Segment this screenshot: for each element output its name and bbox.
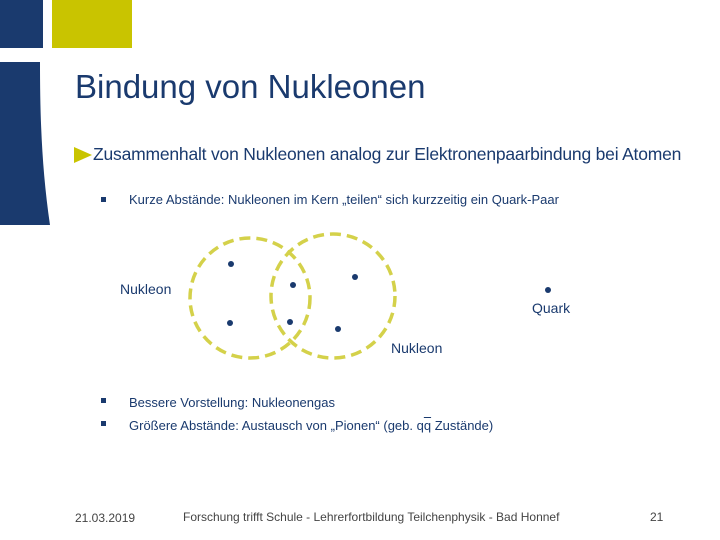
bullet-pion-text-pre: Größere Abstände: Austausch von „Pionen“ (geb. q <box>129 418 424 433</box>
label-quark: Quark <box>532 300 571 316</box>
square-bullet-icon <box>101 421 106 426</box>
quark-dot <box>228 261 234 267</box>
quark-legend-dot <box>545 287 551 293</box>
quark-dot <box>290 282 296 288</box>
bullet-pion-exchange <box>129 418 493 433</box>
square-bullet-icon <box>101 398 106 403</box>
bullet-nucleon-gas: Bessere Vorstellung: Nukleonengas <box>129 395 335 410</box>
bullet-pion-text-post: Zustände) <box>431 418 494 433</box>
nucleon-diagram <box>150 220 570 370</box>
corner-decoration <box>0 0 140 230</box>
bullet-short-distance: Kurze Abstände: Nukleonen im Kern „teilen“ sich kurzzeitig ein Quark-Paar <box>129 192 559 207</box>
label-nucleon-right: Nukleon <box>391 340 443 356</box>
label-nucleon-left: Nukleon <box>120 281 172 297</box>
nucleon-circle-left <box>190 238 310 358</box>
quark-dot <box>227 320 233 326</box>
slide-title: Bindung von Nukleonen <box>75 68 426 105</box>
corner-navy-swoosh <box>0 62 50 225</box>
quark-dot <box>352 274 358 280</box>
slide-heading: Zusammenhalt von Nukleonen analog zur Elektronenpaarbindung bei Atomen <box>93 144 682 164</box>
bullet-pion-antiquark: $\overline{q}$ <box>423 418 432 433</box>
corner-lime-square <box>52 0 132 48</box>
quark-dot <box>287 319 293 325</box>
footer-title: Forschung trifft Schule - Lehrerfortbildung Teilchenphysik - Bad Honnef <box>183 510 560 524</box>
square-bullet-icon <box>101 197 106 202</box>
corner-navy-square <box>0 0 43 48</box>
footer-date: 21.03.2019 <box>75 511 136 525</box>
footer-page-number: 21 <box>650 510 664 524</box>
arrow-bullet-icon <box>74 147 92 163</box>
quark-dot <box>335 326 341 332</box>
nucleon-circle-right <box>271 234 395 358</box>
